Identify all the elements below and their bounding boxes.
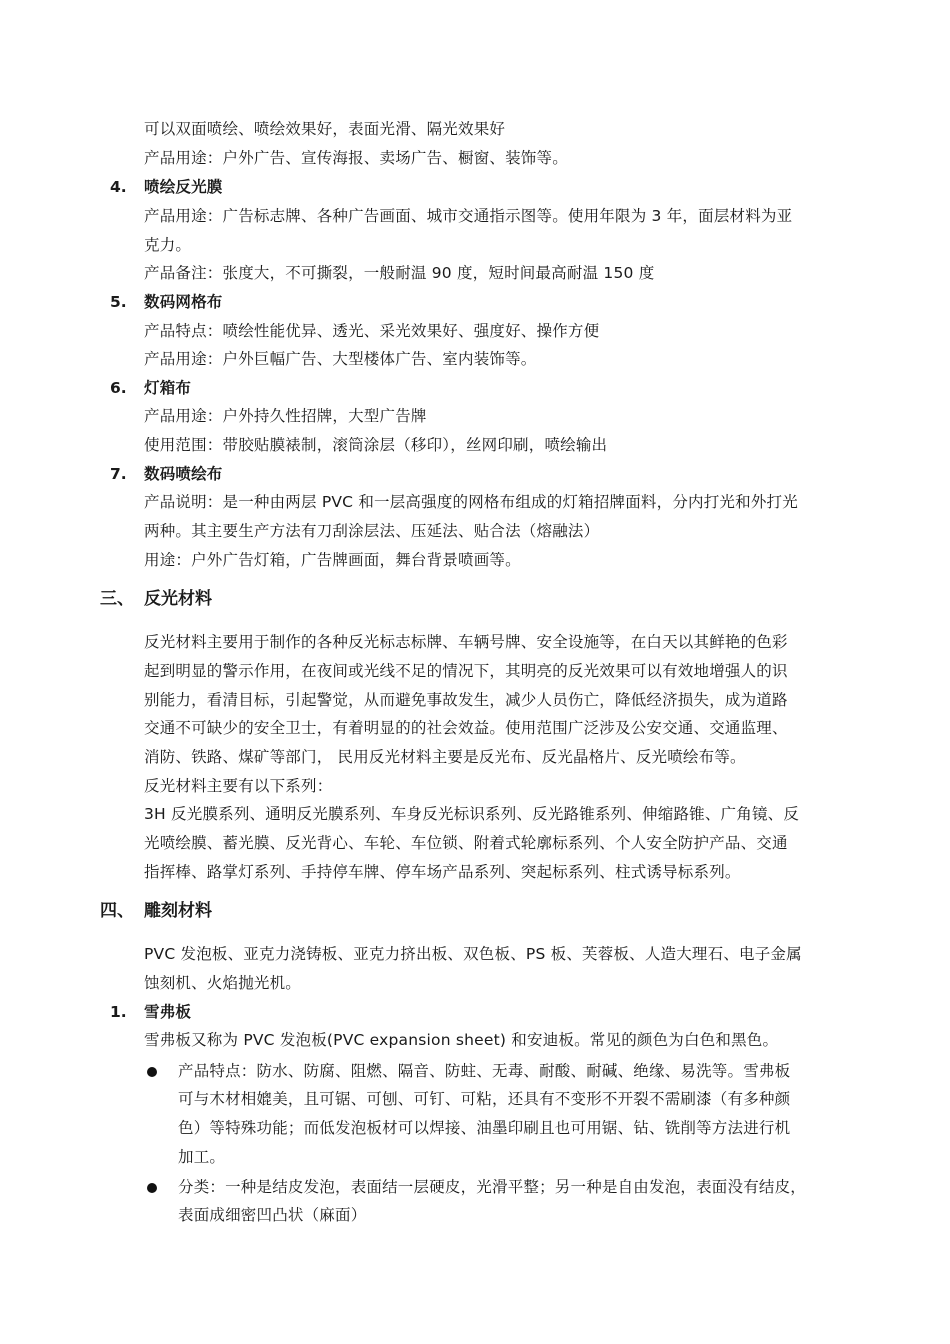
bullet-line: 可与木材相媲美，且可锯、可刨、可钉、可粘，还具有不变形不开裂不需刷漆（有多种颜	[178, 1090, 791, 1108]
subsection-title: 雪弗板	[144, 1003, 192, 1021]
list-number: 5.	[110, 293, 127, 311]
subsection-title: 数码喷绘布	[144, 465, 223, 483]
body-line: 指挥棒、路掌灯系列、手持停车牌、停车场产品系列、突起标系列、柱式诱导标系列。	[144, 863, 741, 881]
body-line: 产品特点：喷绘性能优异、透光、采光效果好、强度好、操作方便	[144, 322, 600, 340]
section-title: 雕刻材料	[144, 901, 212, 921]
body-line: 光喷绘膜、蓄光膜、反光背心、车轮、车位锁、附着式轮廓标系列、个人安全防护产品、交通	[144, 834, 788, 852]
list-number: 7.	[110, 465, 127, 483]
body-line: 蚀刻机、火焰抛光机。	[144, 974, 302, 992]
body-line: 雪弗板又称为 PVC 发泡板(PVC expansion sheet) 和安迪板。常见的颜色为白色和黑色。	[144, 1031, 779, 1049]
body-line: 3H 反光膜系列、通明反光膜系列、车身反光标识系列、反光路锥系列、伸缩路锥、广角镜、反	[144, 805, 800, 823]
section-number: 四、	[100, 901, 134, 921]
body-line: 产品备注：张度大，不可撕裂，一般耐温 90 度，短时间最高耐温 150 度	[144, 264, 655, 282]
bullet-line: 分类：一种是结皮发泡，表面结一层硬皮，光滑平整；另一种是自由发泡，表面没有结皮，	[178, 1178, 807, 1196]
subsection-title: 数码网格布	[144, 293, 223, 311]
section-number: 三、	[100, 589, 134, 609]
body-line: 起到明显的警示作用，在夜间或光线不足的情况下，其明亮的反光效果可以有效地增强人的识	[144, 662, 788, 680]
bullet-line: 色）等特殊功能；而低发泡板材可以焊接、油墨印刷且也可用锯、钻、铣削等方法进行机	[178, 1119, 791, 1137]
section-title: 反光材料	[144, 589, 212, 609]
body-line: 交通不可缺少的安全卫士，有着明显的的社会效益。使用范围广泛涉及公安交通、交通监理、	[144, 719, 788, 737]
bullet-line: 产品特点：防水、防腐、阻燃、隔音、防蛀、无毒、耐酸、耐碱、绝缘、易洗等。雪弗板	[178, 1062, 791, 1080]
body-line: 用途：户外广告灯箱，广告牌画面，舞台背景喷画等。	[144, 551, 521, 569]
list-number: 4.	[110, 178, 127, 196]
subsection-title: 喷绘反光膜	[144, 178, 223, 196]
body-line: 使用范围：带胶贴膜裱制，滚筒涂层（移印），丝网印刷，喷绘输出	[144, 436, 608, 454]
bullet-icon	[147, 1067, 157, 1077]
body-line: 两种。其主要生产方法有刀刮涂层法、压延法、贴合法（熔融法）	[144, 522, 600, 540]
list-number: 1.	[110, 1003, 127, 1021]
body-line: 可以双面喷绘、喷绘效果好，表面光滑、隔光效果好	[144, 120, 506, 138]
body-line: 产品用途：广告标志牌、各种广告画面、城市交通指示图等。使用年限为 3 年，面层材料为亚	[144, 207, 793, 225]
body-line: 别能力，看清目标，引起警觉，从而避免事故发生，减少人员伤亡，降低经济损失，成为道路	[144, 691, 788, 709]
list-number: 6.	[110, 379, 127, 397]
body-line: 反光材料主要有以下系列：	[144, 777, 333, 795]
body-line: 产品说明：是一种由两层 PVC 和一层高强度的网格布组成的灯箱招牌面料，分内打光和外打光	[144, 493, 798, 511]
body-line: 产品用途：户外巨幅广告、大型楼体广告、室内装饰等。	[144, 350, 537, 368]
body-line: 产品用途：户外持久性招牌，大型广告牌	[144, 407, 427, 425]
bullet-icon	[147, 1183, 157, 1193]
subsection-title: 灯箱布	[144, 379, 192, 397]
body-line: PVC 发泡板、亚克力浇铸板、亚克力挤出板、双色板、PS 板、芙蓉板、人造大理石、电子金属	[144, 945, 802, 963]
body-line: 产品用途：户外广告、宣传海报、卖场广告、橱窗、装饰等。	[144, 149, 568, 167]
body-line: 消防、铁路、煤矿等部门， 民用反光材料主要是反光布、反光晶格片、反光喷绘布等。	[144, 748, 746, 766]
body-line: 克力。	[144, 236, 192, 254]
bullet-line: 表面成细密凹凸状（麻面）	[178, 1206, 367, 1224]
bullet-line: 加工。	[178, 1148, 226, 1166]
body-line: 反光材料主要用于制作的各种反光标志标牌、车辆号牌、安全设施等，在白天以其鲜艳的色彩	[144, 633, 788, 651]
